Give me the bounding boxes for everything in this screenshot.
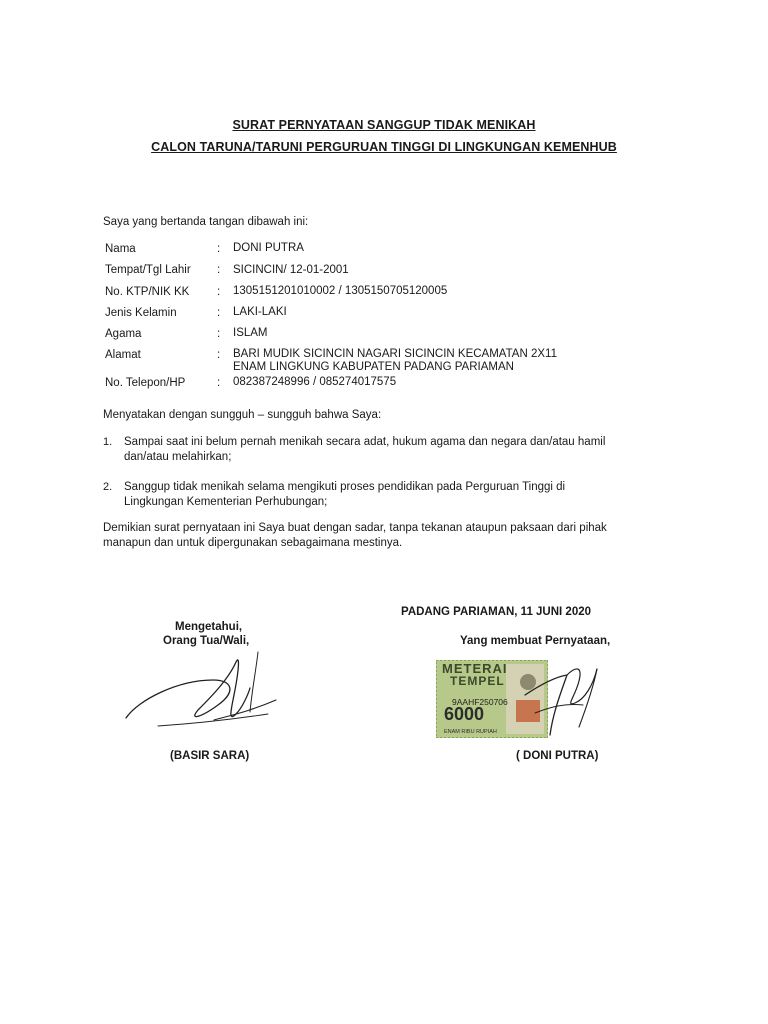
field-colon: : [217,377,221,389]
field-value-id: 1305151201010002 / 1305150705120005 [233,285,448,297]
field-value-birth: SICINCIN/ 12-01-2001 [233,264,349,276]
signer-signature [505,655,605,745]
field-label-name: Nama [105,243,136,255]
field-label-address: Alamat [105,349,141,361]
stamp-title-line2: TEMPEL [450,674,505,688]
field-value-religion: ISLAM [233,327,268,339]
stamp-amount: 6000 [444,704,485,724]
closing-line1: Demikian surat pernyataan ini Saya buat dengan sadar, tanpa tekanan ataupun paksaan dari pihak [103,522,607,534]
field-colon: : [217,328,221,340]
field-label-birth: Tempat/Tgl Lahir [105,264,191,276]
witness-label: Mengetahui, [175,621,243,633]
stamp-serial: 9AAHF250706 [452,697,508,707]
field-colon: : [217,349,221,361]
field-value-phone: 082387248996 / 085274017575 [233,376,397,388]
point-2-line1: Sanggup tidak menikah selama mengikuti proses pendidikan pada Perguruan Tinggi di [124,481,566,493]
witness-name: (BASIR SARA) [170,750,250,762]
field-colon: : [217,243,221,255]
witness-signature [118,640,278,735]
stamp-amount-text: ENAM RIBU RUPIAH [444,729,497,735]
field-label-gender: Jenis Kelamin [105,307,177,319]
field-colon: : [217,307,221,319]
field-label-phone: No. Telepon/HP [105,377,186,389]
document-title-line1: SURAT PERNYATAAN SANGGUP TIDAK MENIKAH [232,118,536,132]
field-value-address-line1: BARI MUDIK SICINCIN NAGARI SICINCIN KECAMATAN 2X11 [233,348,557,360]
intro-text: Saya yang bertanda tangan dibawah ini: [103,216,309,228]
field-label-id: No. KTP/NIK KK [105,286,190,298]
closing-line2: manapun dan untuk dipergunakan sebagaimana mestinya. [103,537,403,549]
point-1-line2: dan/atau melahirkan; [124,451,232,463]
point-number: 1. [103,436,113,448]
witness-role: Orang Tua/Wali, [163,635,250,647]
point-2-line2: Lingkungan Kementerian Perhubungan; [124,496,328,508]
statement-intro: Menyatakan dengan sungguh – sungguh bahwa Saya: [103,409,382,421]
field-value-address-line2: ENAM LINGKUNG KABUPATEN PADANG PARIAMAN [233,361,514,373]
document-title-line2: CALON TARUNA/TARUNI PERGURUAN TINGGI DI LINGKUNGAN KEMENHUB [151,140,617,154]
field-value-name: DONI PUTRA [233,242,304,254]
stamp-title-line1: METERAI [442,661,508,676]
field-colon: : [217,286,221,298]
field-colon: : [217,264,221,276]
field-label-religion: Agama [105,328,142,340]
place-date: PADANG PARIAMAN, 11 JUNI 2020 [401,606,592,618]
signer-role: Yang membuat Pernyataan, [460,635,611,647]
point-number: 2. [103,481,113,493]
field-value-gender: LAKI-LAKI [233,306,287,318]
point-1-line1: Sampai saat ini belum pernah menikah secara adat, hukum agama dan negara dan/atau hamil [124,436,606,448]
signer-name: ( DONI PUTRA) [516,750,599,762]
